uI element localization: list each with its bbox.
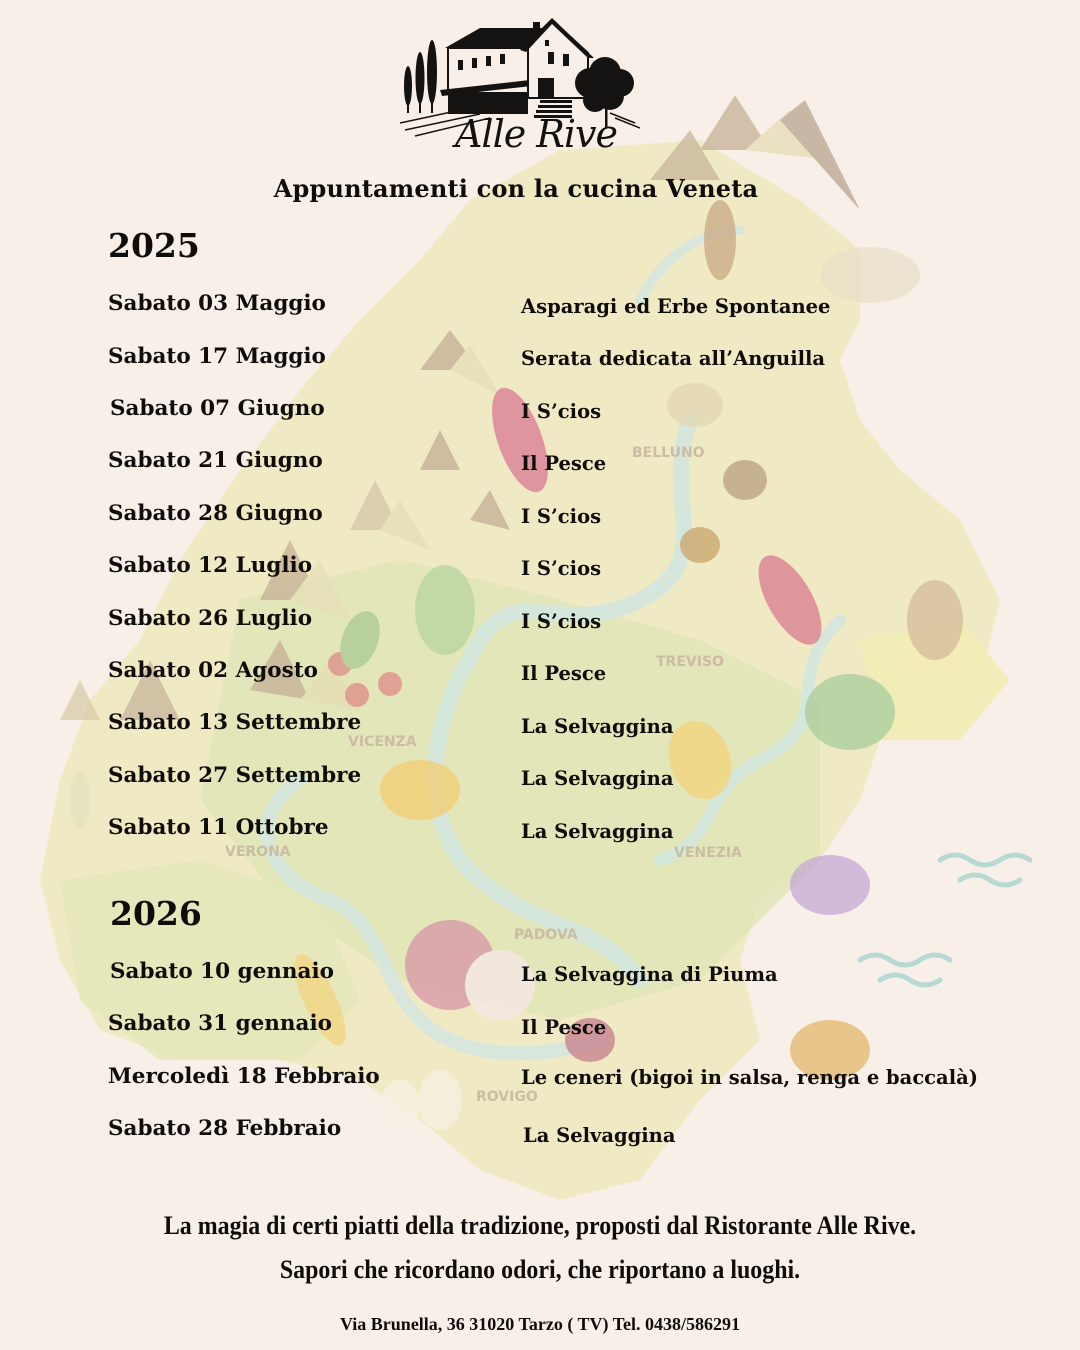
event-date: Sabato 27 Settembre xyxy=(108,763,362,788)
event-theme: La Selvaggina di Piuma xyxy=(521,963,778,986)
event-date: Sabato 03 Maggio xyxy=(108,291,326,316)
event-theme: La Selvaggina xyxy=(521,820,674,843)
event-date: Sabato 31 gennaio xyxy=(108,1011,332,1036)
event-theme: I S’cios xyxy=(521,610,602,633)
footer-tagline-1: La magia di certi piatti della tradizione, proposti dal Ristorante Alle Rive. xyxy=(163,1211,917,1240)
event-date: Sabato 17 Maggio xyxy=(108,344,326,369)
svg-text:VICENZA: VICENZA xyxy=(348,734,417,750)
event-theme: Le ceneri (bigoi in salsa, renga e baccalà) xyxy=(521,1066,978,1089)
event-theme: La Selvaggina xyxy=(521,767,674,790)
footer-tagline-2: Sapori che ricordano odori, che riportano a luoghi. xyxy=(279,1255,801,1284)
page-subtitle: Appuntamenti con la cucina Veneta xyxy=(273,174,759,203)
svg-text:PADOVA: PADOVA xyxy=(514,927,578,943)
event-date: Sabato 10 gennaio xyxy=(110,959,334,984)
event-theme: Asparagi ed Erbe Spontanee xyxy=(521,295,831,318)
event-date: Mercoledì 18 Febbraio xyxy=(108,1064,380,1089)
svg-text:VENEZIA: VENEZIA xyxy=(674,845,742,861)
svg-text:BELLUNO: BELLUNO xyxy=(632,445,705,461)
event-date: Sabato 07 Giugno xyxy=(110,396,325,421)
event-theme: I S’cios xyxy=(521,400,602,423)
brand-wordmark: Alle Rive xyxy=(454,112,618,156)
svg-text:VERONA: VERONA xyxy=(225,844,291,860)
footer-address: Via Brunella, 36 31020 Tarzo ( TV) Tel. 0438/586291 xyxy=(339,1314,741,1334)
event-date: Sabato 26 Luglio xyxy=(108,606,313,631)
year-heading-2025: 2025 xyxy=(108,226,200,265)
event-theme: Il Pesce xyxy=(521,1016,607,1039)
event-theme: Serata dedicata all’Anguilla xyxy=(521,347,826,370)
event-theme: Il Pesce xyxy=(521,452,607,475)
event-date: Sabato 28 Giugno xyxy=(108,501,323,526)
event-theme: Il Pesce xyxy=(521,662,607,685)
event-date: Sabato 13 Settembre xyxy=(108,710,362,735)
event-theme: I S’cios xyxy=(521,505,602,528)
event-theme: La Selvaggina xyxy=(521,715,674,738)
year-heading-2026: 2026 xyxy=(110,894,202,933)
event-theme: I S’cios xyxy=(521,557,602,580)
event-theme: La Selvaggina xyxy=(523,1124,676,1147)
event-date: Sabato 12 Luglio xyxy=(108,553,313,578)
event-date: Sabato 02 Agosto xyxy=(108,658,319,683)
svg-text:TREVISO: TREVISO xyxy=(656,654,724,670)
event-date: Sabato 28 Febbraio xyxy=(108,1116,342,1141)
event-date: Sabato 11 Ottobre xyxy=(108,815,329,840)
svg-text:ROVIGO: ROVIGO xyxy=(476,1089,538,1105)
event-date: Sabato 21 Giugno xyxy=(108,448,323,473)
